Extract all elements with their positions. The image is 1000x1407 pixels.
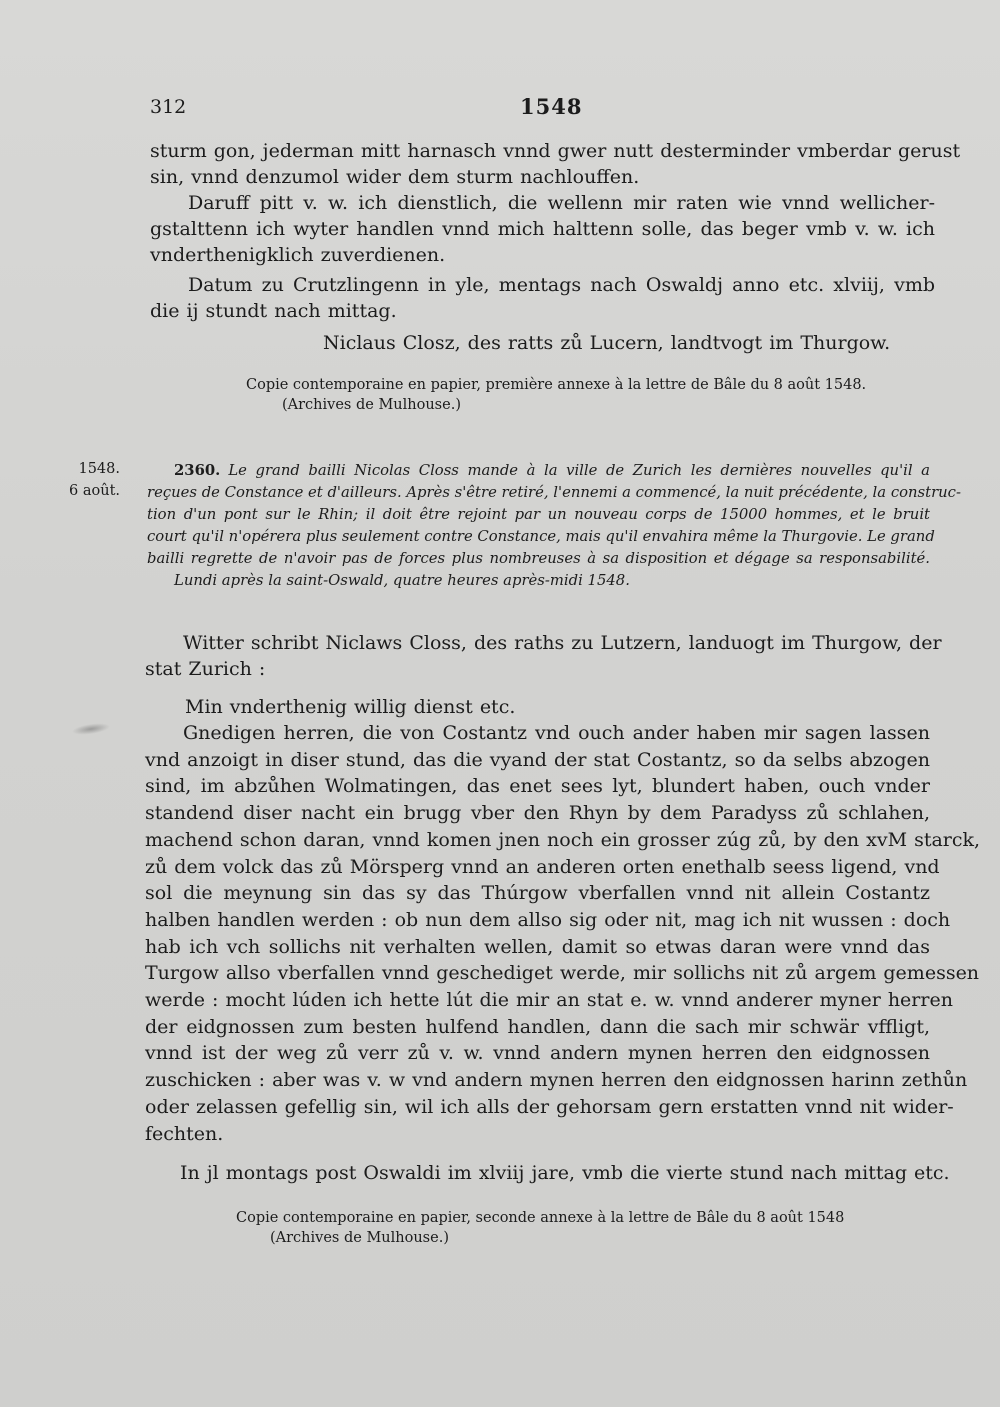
note-line: Copie contemporaine en papier, première annexe à la lettre de Bâle du 8 août 1548. (246, 377, 867, 393)
summary-line: tion d'un pont sur le Rhin; il doit être rejoint par un nouveau corps de 15000 hommes, et le bruit (147, 506, 930, 523)
text-line: gstalttenn ich wyter handlen vnnd mich halttenn solle, das beger vmb v. w. ich (150, 218, 935, 240)
ink-smudge (71, 721, 110, 736)
summary-line: court qu'il n'opérera plus seulement contre Constance, mais qu'il envahira même la Thurgovie. Le grand (147, 528, 935, 545)
margin-day: 6 août. (69, 483, 120, 499)
text-line: sturm gon, jederman mitt harnasch vnnd gwer nutt desterminder vmberdar gerust (150, 140, 961, 162)
letter-intro (145, 630, 942, 682)
text-line: zuschicken : aber was v. w vnd andern mynen herren den eidgnossen harinn zethůn (145, 1069, 968, 1092)
entry-number: 2360. (174, 462, 221, 479)
text-line: machend schon daran, vnnd komen jnen noch ein grosser zúg zů, by den xvM starck, (145, 828, 981, 851)
text-line: vnderthenigklich zuverdienen. (150, 244, 446, 266)
text-line: die ij stundt nach mittag. (150, 300, 397, 322)
text-line: zů dem volck das zů Mörsperg vnnd an anderen orten enethalb seess ligend, vnd (145, 855, 940, 878)
text-line: Gnedigen herren, die von Costantz vnd ouch ander haben mir sagen lassen (183, 722, 930, 744)
previous-letter-ending (150, 138, 961, 190)
note-line: Copie contemporaine en papier, seconde annexe à la lettre de Bâle du 8 août 1548 (236, 1210, 845, 1226)
note-line: (Archives de Mulhouse.) (282, 397, 461, 413)
text-line: sol die meynung sin das sy das Thúrgow vberfallen vnnd nit allein Costantz (145, 882, 930, 905)
text-line: werde : mocht lúden ich hette lút die mir an stat e. w. vnnd anderer myner herren (145, 989, 953, 1012)
text-line: oder zelassen gefellig sin, wil ich alls der gehorsam gern erstatten vnnd nit wider- (145, 1095, 954, 1118)
margin-year: 1548. (78, 461, 120, 477)
text-line: vnd anzoigt in diser stund, das die vyand der stat Costantz, so da selbs abzogen (145, 748, 930, 771)
summary-text: Le grand bailli Nicolas Closs mande à la ville de Zurich les dernières nouvelles qu'il a (228, 462, 930, 479)
page-number: 312 (150, 96, 187, 118)
text-line: sin, vnnd denzumol wider dem sturm nachlouffen. (150, 166, 640, 188)
summary-line (147, 460, 930, 482)
signature-line: Niclaus Closz, des ratts zů Lucern, landtvogt im Thurgow. (323, 332, 891, 354)
summary-date-line: Lundi après la saint-Oswald, quatre heures après-midi 1548. (174, 572, 630, 589)
text-line: sind, im abzůhen Wolmatingen, das enet sees lyt, blundert haben, ouch vnder (145, 775, 930, 798)
source-note-second (236, 1208, 926, 1248)
text-line: fechten. (145, 1122, 224, 1145)
text-line: Datum zu Crutzlingenn in yle, mentags nach Oswaldj anno etc. xlviij, vmb (188, 274, 935, 296)
running-head-year: 1548 (520, 94, 583, 119)
closing-dating: In jl montags post Oswaldi im xlviij jare, vmb die vierte stund nach mittag etc. (180, 1162, 950, 1184)
source-note-first (246, 375, 936, 415)
text-line: halben handlen werden : ob nun dem allso sig oder nit, mag ich nit wussen : doch (145, 908, 951, 931)
summary-line: reçues de Constance et d'ailleurs. Après s'être retiré, l'ennemi a commencé, la nuit précédente, la construc- (147, 484, 961, 501)
text-line: stat Zurich : (145, 658, 266, 680)
text-line: standend diser nacht ein brugg vber den Rhyn by dem Paradyss zů schlahen, (145, 802, 930, 825)
entry-summary (147, 460, 961, 592)
letter-body (145, 720, 981, 1147)
previous-letter-dating (150, 272, 935, 324)
text-line: Daruff pitt v. w. ich dienstlich, die wellenn mir raten wie vnnd wellicher- (188, 192, 935, 214)
salutation: Min vnderthenig willig dienst etc. (185, 696, 516, 718)
text-line: Witter schribt Niclaws Closs, des raths zu Lutzern, landuogt im Thurgow, der (183, 632, 942, 654)
margin-date (64, 458, 120, 502)
summary-line: bailli regrette de n'avoir pas de forces plus nombreuses à sa disposition et dégage sa responsabilité. (147, 550, 930, 567)
note-line: (Archives de Mulhouse.) (270, 1230, 449, 1246)
previous-letter-paragraph (150, 190, 935, 268)
text-line: hab ich vch sollichs nit verhalten wellen, damit so etwas daran were vnnd das (145, 935, 930, 958)
text-line: Turgow allso vberfallen vnnd geschediget werde, mir sollichs nit zů argem gemessen (145, 962, 980, 985)
text-line: vnnd ist der weg zů verr zů v. w. vnnd andern mynen herren den eidgnossen (145, 1042, 930, 1065)
text-line: der eidgnossen zum besten hulfend handlen, dann die sach mir schwär vffligt, (145, 1015, 930, 1038)
